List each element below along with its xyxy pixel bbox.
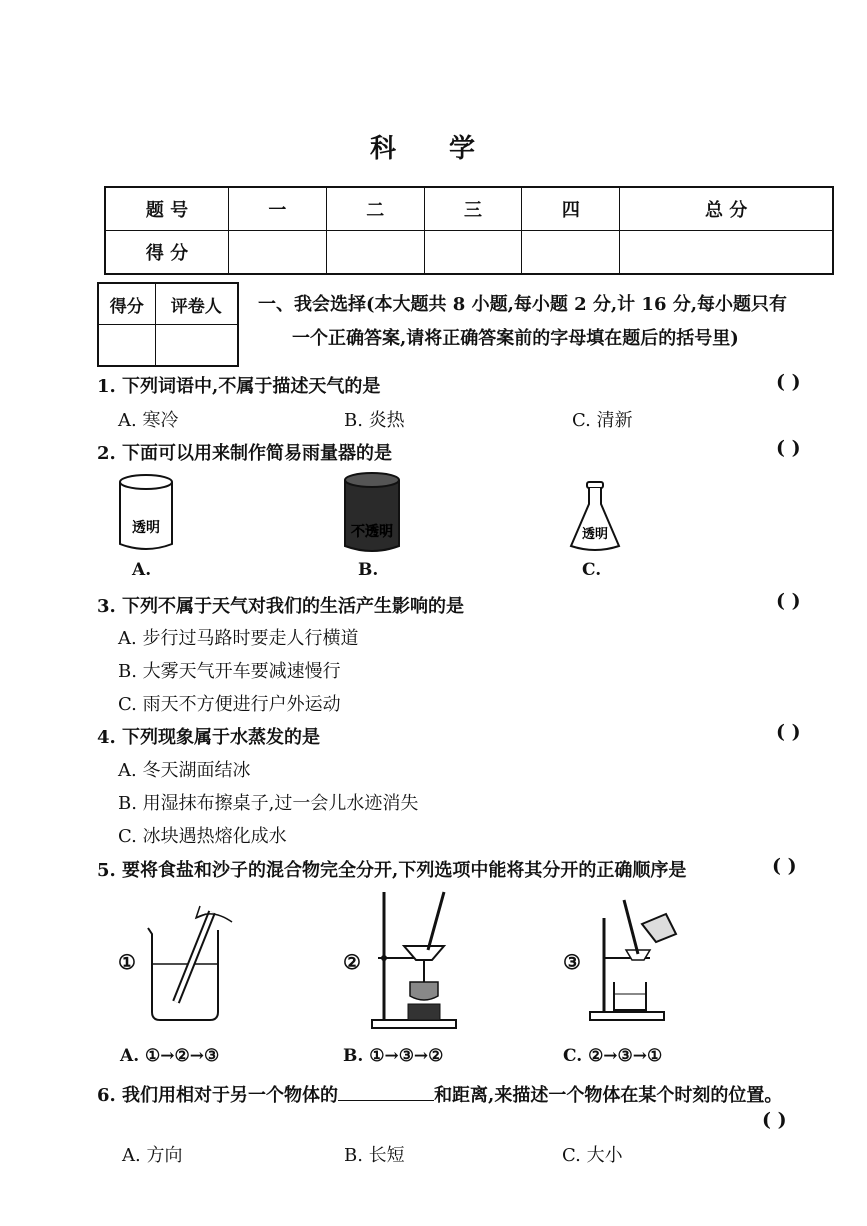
q6-stem-before: 6. 我们用相对于另一个物体的 [97,1085,339,1106]
q4-answer-paren[interactable]: ( ) [776,721,801,743]
q5-figure-2-filtration-apparatus [368,886,468,1034]
q2-figure-a-transparent-cylinder [112,470,182,555]
q5-figure-1-label: ① [118,950,136,974]
q6-stem-after: 和距离,来描述一个物体在某个时刻的位置。 [434,1085,783,1106]
q2-option-c: C. [582,560,602,580]
grader-box [97,282,239,367]
q2-figure-b-label: 不透明 [351,524,393,540]
q4-option-b: B. 用湿抹布擦桌子,过一会儿水迹消失 [118,793,419,814]
q5-figure-3-pouring-apparatus [586,898,686,1026]
q6-stem [97,1081,782,1107]
score-cell-2[interactable] [326,231,424,275]
q6-answer-paren[interactable]: ( ) [762,1109,787,1131]
q1-option-c: C. 清新 [572,410,633,431]
q1-stem: 1. 下列词语中,不属于描述天气的是 [97,376,381,397]
score-row-label: 得 分 [105,231,229,275]
score-cell-total[interactable] [620,231,833,275]
q5-figure-1-beaker-stirring [140,890,240,1030]
score-header-2: 二 [326,187,424,231]
q3-answer-paren[interactable]: ( ) [776,590,801,612]
score-header-label: 题 号 [105,187,229,231]
q2-option-b: B. [358,560,379,580]
score-cell-3[interactable] [424,231,522,275]
q5-figure-2-label: ② [343,950,361,974]
section-heading-line2: 一个正确答案,请将正确答案前的字母填在题后的括号里) [292,328,739,349]
q6-blank[interactable] [338,1082,434,1101]
score-table [104,186,834,275]
q5-option-b: B. ①→③→② [343,1046,444,1066]
score-cell-4[interactable] [522,231,620,275]
score-header-total: 总 分 [620,187,833,231]
q5-option-c: C. ②→③→① [563,1046,663,1066]
q5-answer-paren[interactable]: ( ) [772,855,797,877]
q2-stem: 2. 下面可以用来制作简易雨量器的是 [97,443,393,464]
q1-option-b: B. 炎热 [344,410,405,431]
q2-answer-paren[interactable]: ( ) [776,437,801,459]
grader-name-cell[interactable] [155,325,238,367]
q4-option-a: A. 冬天湖面结冰 [118,760,251,781]
grader-score-cell[interactable] [98,325,155,367]
q2-figure-c-flask [565,480,625,555]
q5-stem: 5. 要将食盐和沙子的混合物完全分开,下列选项中能将其分开的正确顺序是 [97,860,687,881]
page-title: 科 学 [369,134,498,164]
q2-figure-a-label: 透明 [132,520,160,536]
grader-score-label: 得分 [98,283,155,325]
q2-option-a: A. [132,560,152,580]
q3-stem: 3. 下列不属于天气对我们的生活产生影响的是 [97,596,465,617]
score-header-3: 三 [424,187,522,231]
q3-option-c: C. 雨天不方便进行户外运动 [118,694,341,715]
q3-option-a: A. 步行过马路时要走人行横道 [118,628,359,649]
q3-option-b: B. 大雾天气开车要减速慢行 [118,661,341,682]
q6-option-a: A. 方向 [122,1145,183,1166]
q1-option-a: A. 寒冷 [118,410,179,431]
q6-option-c: C. 大小 [562,1145,623,1166]
grader-name-label: 评卷人 [155,283,238,325]
score-header-4: 四 [522,187,620,231]
q4-option-c: C. 冰块遇热熔化成水 [118,826,287,847]
score-header-1: 一 [229,187,327,231]
q5-figure-3-label: ③ [563,950,581,974]
section-heading-line1: 一、我会选择(本大题共 8 小题,每小题 2 分,计 16 分,每小题只有 [258,294,788,315]
score-cell-1[interactable] [229,231,327,275]
q4-stem: 4. 下列现象属于水蒸发的是 [97,727,321,748]
q2-figure-b-opaque-cylinder [337,468,407,558]
q5-option-a: A. ①→②→③ [120,1046,220,1066]
q2-figure-c-label: 透明 [581,527,609,542]
q6-option-b: B. 长短 [344,1145,405,1166]
q1-answer-paren[interactable]: ( ) [776,371,801,393]
